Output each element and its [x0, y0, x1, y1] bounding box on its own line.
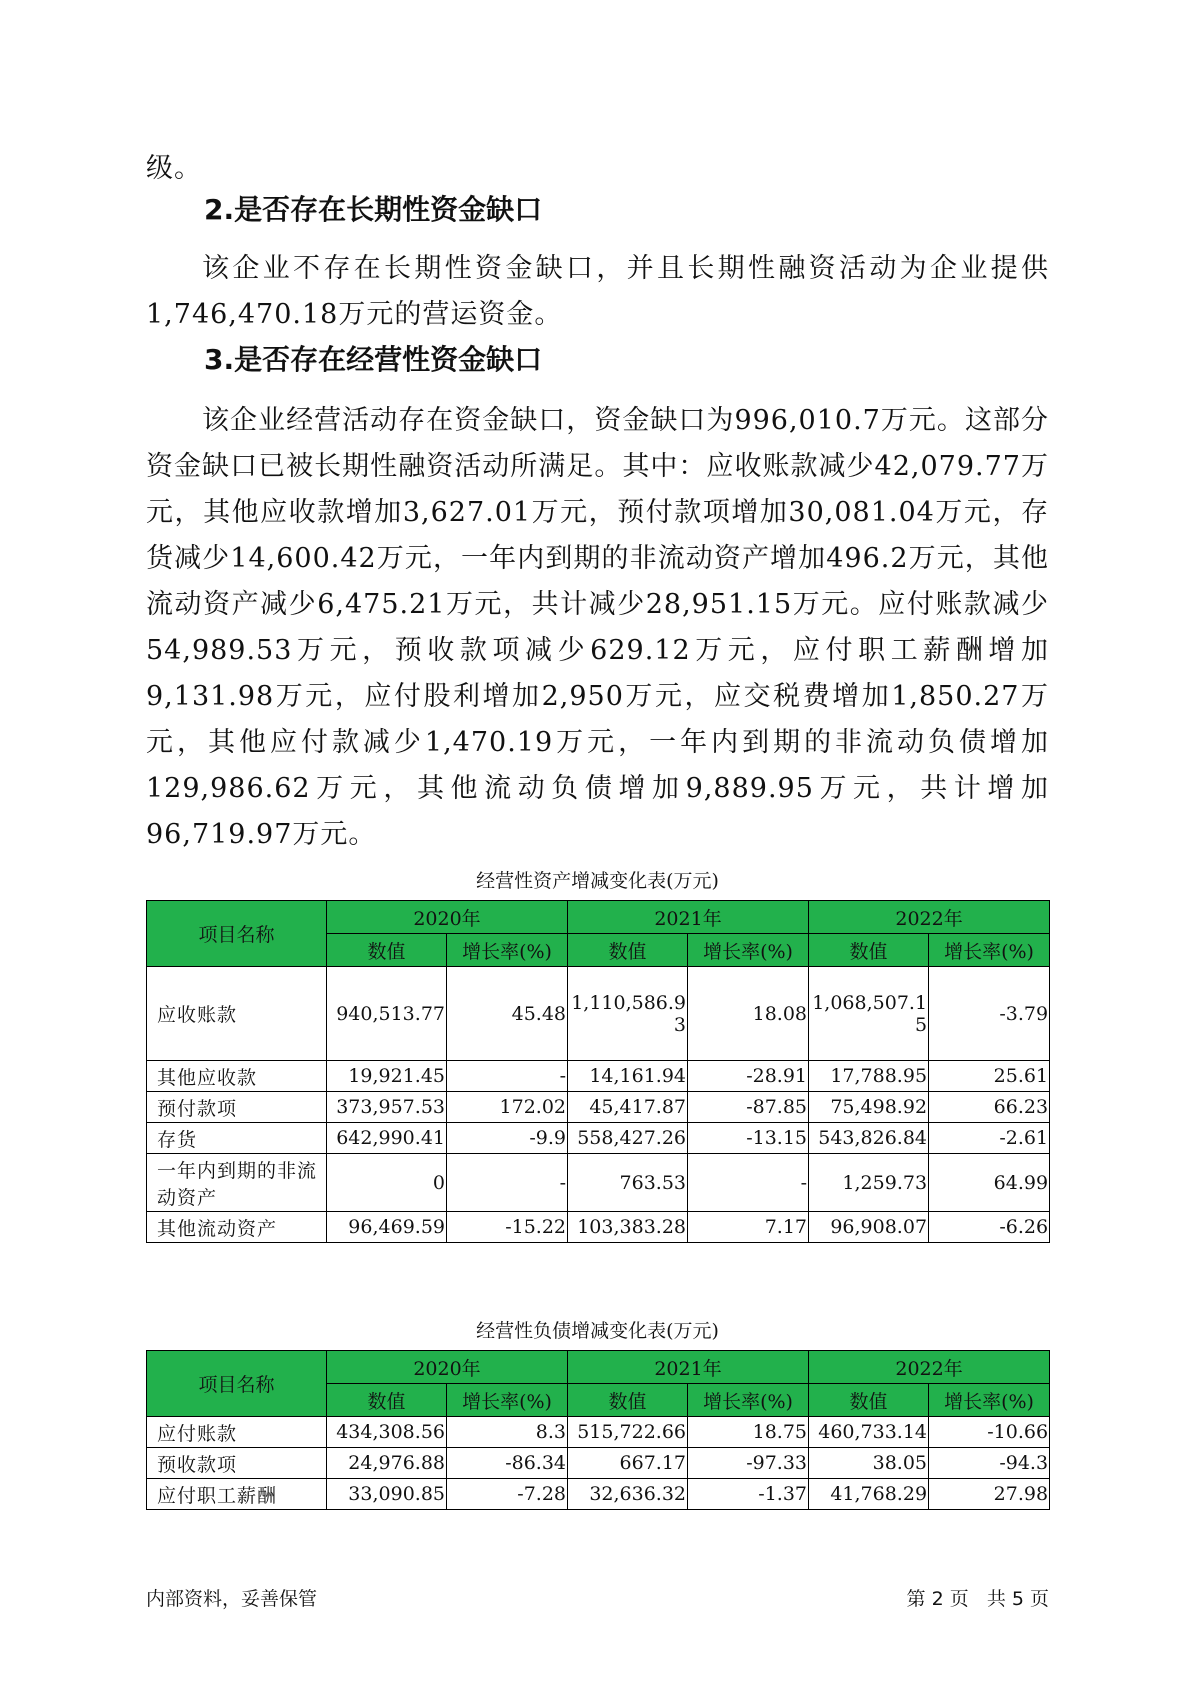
value-cell: 1,259.73: [809, 1154, 929, 1212]
paragraph-long-term-gap: 该企业不存在长期性资金缺口，并且长期性融资活动为企业提供1,746,470.18万元的营运资金。: [146, 253, 1049, 330]
header-year-2020: 2020年: [327, 901, 568, 934]
value-cell: 103,383.28: [568, 1212, 688, 1243]
value-cell: 33,090.85: [327, 1479, 447, 1510]
table-row: [147, 1092, 1050, 1123]
operating-assets-table: [146, 900, 1050, 1243]
table-row: [147, 1123, 1050, 1154]
value-cell: 460,733.14: [809, 1417, 929, 1448]
value-cell: 41,768.29: [809, 1479, 929, 1510]
value-cell: 373,957.53: [327, 1092, 447, 1123]
header-rate: 增长率(%): [929, 1384, 1050, 1417]
rate-cell: 18.75: [688, 1417, 809, 1448]
value-cell: 1,110,586.93: [568, 967, 688, 1061]
section-heading-operating-gap: 3.是否存在经营性资金缺口: [204, 343, 543, 376]
table-row: [147, 1417, 1050, 1448]
value-cell: 940,513.77: [327, 967, 447, 1061]
value-cell: 45,417.87: [568, 1092, 688, 1123]
paragraph-operating-gap: 该企业经营活动存在资金缺口，资金缺口为996,010.7万元。这部分资金缺口已被长期性融资活动所满足。其中：应收账款减少42,079.77万元，其他应收款增加3,627.01万元，预付款项增加30,081.04万元，存货减少14,600.42万元，一年内到期的非流动资产增加496.2万元，其他流动资产减少6,475.21万元，共计减少28,951.15万元。应付账款减少54,989.53万元，预收款项减少629.12万元，应付职工薪酬增加9,131.98万元，应付股利增加2,950万元，应交税费增加1,850.27万元，其他应付款减少1,470.19万元，一年内到期的非流动负债增加129,986.62万元，其他流动负债增加9,889.95万元，共计增加96,719.97万元。: [146, 405, 1049, 850]
value-cell: 19,921.45: [327, 1061, 447, 1092]
value-cell: 14,161.94: [568, 1061, 688, 1092]
table-row: [147, 1061, 1050, 1092]
table-row: [147, 1154, 1050, 1212]
header-rate: 增长率(%): [688, 934, 809, 967]
rate-cell: -86.34: [447, 1448, 568, 1479]
row-item-name: 应付职工薪酬: [147, 1479, 327, 1510]
header-rate: 增长率(%): [688, 1384, 809, 1417]
paragraph-continuation: 级。: [146, 153, 202, 184]
rate-cell: -: [688, 1154, 809, 1212]
rate-cell: 25.61: [929, 1061, 1050, 1092]
rate-cell: -2.61: [929, 1123, 1050, 1154]
value-cell: 558,427.26: [568, 1123, 688, 1154]
header-rate: 增长率(%): [447, 934, 568, 967]
row-item-name: 存货: [147, 1123, 327, 1154]
header-value: 数值: [327, 1384, 447, 1417]
footer-page-number: 第 2 页 共 5 页: [906, 1588, 1049, 1610]
header-year-2022: 2022年: [809, 901, 1050, 934]
table-row: [147, 1212, 1050, 1243]
rate-cell: -87.85: [688, 1092, 809, 1123]
rate-cell: -: [447, 1061, 568, 1092]
value-cell: 1,068,507.15: [809, 967, 929, 1061]
table-row: [147, 1448, 1050, 1479]
rate-cell: -7.28: [447, 1479, 568, 1510]
header-item-name: 项目名称: [147, 901, 327, 967]
row-item-name: 其他流动资产: [147, 1212, 327, 1243]
row-item-name: 预收款项: [147, 1448, 327, 1479]
table-row: [147, 967, 1050, 1061]
header-value: 数值: [568, 1384, 688, 1417]
value-cell: 642,990.41: [327, 1123, 447, 1154]
rate-cell: 66.23: [929, 1092, 1050, 1123]
header-rate: 增长率(%): [447, 1384, 568, 1417]
rate-cell: 8.3: [447, 1417, 568, 1448]
row-item-name: 预付款项: [147, 1092, 327, 1123]
rate-cell: -97.33: [688, 1448, 809, 1479]
rate-cell: 18.08: [688, 967, 809, 1061]
rate-cell: 172.02: [447, 1092, 568, 1123]
header-value: 数值: [809, 1384, 929, 1417]
value-cell: 434,308.56: [327, 1417, 447, 1448]
header-rate: 增长率(%): [929, 934, 1050, 967]
rate-cell: -: [447, 1154, 568, 1212]
header-value: 数值: [809, 934, 929, 967]
value-cell: 763.53: [568, 1154, 688, 1212]
header-value: 数值: [568, 934, 688, 967]
value-cell: 24,976.88: [327, 1448, 447, 1479]
rate-cell: -6.26: [929, 1212, 1050, 1243]
table-caption-operating-assets: 经营性资产增减变化表(万元): [476, 870, 719, 892]
value-cell: 515,722.66: [568, 1417, 688, 1448]
footer-confidential-note: 内部资料，妥善保管: [146, 1588, 318, 1610]
value-cell: 667.17: [568, 1448, 688, 1479]
rate-cell: -28.91: [688, 1061, 809, 1092]
rate-cell: 7.17: [688, 1212, 809, 1243]
rate-cell: -15.22: [447, 1212, 568, 1243]
header-year-2021: 2021年: [568, 901, 809, 934]
rate-cell: -94.3: [929, 1448, 1050, 1479]
table-row: [147, 1479, 1050, 1510]
rate-cell: -3.79: [929, 967, 1050, 1061]
row-item-name: 应收账款: [147, 967, 327, 1061]
header-year-2020: 2020年: [327, 1351, 568, 1384]
value-cell: 32,636.32: [568, 1479, 688, 1510]
header-year-2022: 2022年: [809, 1351, 1050, 1384]
value-cell: 96,469.59: [327, 1212, 447, 1243]
value-cell: 0: [327, 1154, 447, 1212]
rate-cell: -1.37: [688, 1479, 809, 1510]
row-item-name: 应付账款: [147, 1417, 327, 1448]
table-caption-operating-liabilities: 经营性负债增减变化表(万元): [476, 1320, 719, 1342]
rate-cell: -13.15: [688, 1123, 809, 1154]
value-cell: 96,908.07: [809, 1212, 929, 1243]
operating-liabilities-table: [146, 1350, 1050, 1510]
row-item-name: 其他应收款: [147, 1061, 327, 1092]
rate-cell: 45.48: [447, 967, 568, 1061]
rate-cell: -9.9: [447, 1123, 568, 1154]
value-cell: 17,788.95: [809, 1061, 929, 1092]
header-item-name: 项目名称: [147, 1351, 327, 1417]
header-year-2021: 2021年: [568, 1351, 809, 1384]
value-cell: 38.05: [809, 1448, 929, 1479]
value-cell: 75,498.92: [809, 1092, 929, 1123]
rate-cell: -10.66: [929, 1417, 1050, 1448]
header-value: 数值: [327, 934, 447, 967]
value-cell: 543,826.84: [809, 1123, 929, 1154]
row-item-name: 一年内到期的非流动资产: [147, 1154, 327, 1212]
section-heading-long-term-gap: 2.是否存在长期性资金缺口: [204, 193, 543, 226]
rate-cell: 27.98: [929, 1479, 1050, 1510]
rate-cell: 64.99: [929, 1154, 1050, 1212]
